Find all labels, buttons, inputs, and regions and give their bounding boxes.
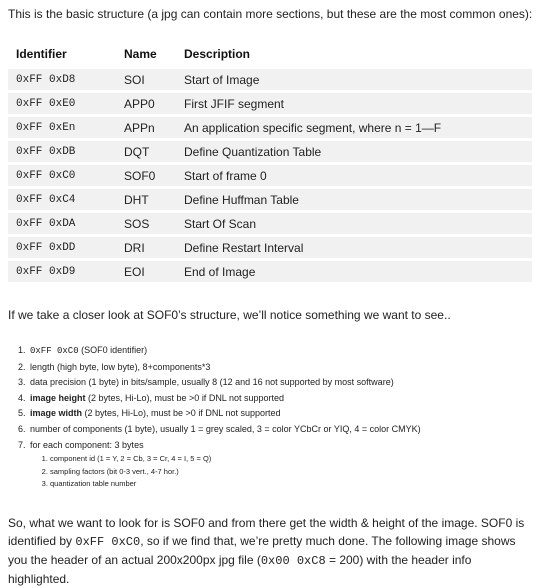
cell-identifier: 0xFF 0xDB — [8, 141, 116, 162]
cell-identifier: 0xFF 0xE0 — [8, 93, 116, 114]
cell-identifier: 0xFF 0xC4 — [8, 189, 116, 210]
list-item — [28, 391, 540, 407]
height-code-inline: 0x00 0xC8 — [260, 554, 326, 568]
table-row — [8, 69, 532, 90]
cell-name: EOI — [116, 261, 176, 282]
cell-name: DRI — [116, 237, 176, 258]
sof0-code-inline: 0xFF 0xC0 — [75, 535, 141, 549]
list-item-text: (2 bytes, Hi-Lo), must be >0 if DNL not supported — [82, 408, 281, 419]
table-row — [8, 165, 532, 186]
table-row — [8, 261, 532, 282]
sof0-field-list — [8, 343, 540, 491]
cell-name: DHT — [116, 189, 176, 210]
table-row — [8, 213, 532, 234]
sublist-item: 1. component id (1 = Y, 2 = Cb, 3 = Cr, 4 = I, 5 = Q) — [50, 453, 540, 466]
cell-identifier: 0xFF 0xD8 — [8, 69, 116, 90]
cell-identifier: 0xFF 0xD9 — [8, 261, 116, 282]
sublist-item: 3. quantization table number — [50, 478, 540, 491]
cell-description: Define Huffman Table — [176, 189, 532, 210]
cell-description: Start of Image — [176, 69, 532, 90]
table-row — [8, 141, 532, 162]
cell-identifier: 0xFF 0xDA — [8, 213, 116, 234]
cell-name: APP0 — [116, 93, 176, 114]
summary-paragraph — [8, 514, 536, 588]
table-row — [8, 117, 532, 138]
table-row — [8, 93, 532, 114]
cell-name: SOS — [116, 213, 176, 234]
cell-identifier: 0xFF 0xC0 — [8, 165, 116, 186]
sof0-identifier-code: 0xFF 0xC0 — [30, 346, 79, 356]
cell-description: An application specific segment, where n = 1—F — [176, 117, 532, 138]
component-sublist — [30, 453, 540, 491]
cell-name: APPn — [116, 117, 176, 138]
cell-description: Start of frame 0 — [176, 165, 532, 186]
summary-text: So, what we want to look for is SOF0 and from there get the width & height of the image. SOF0 is identified by — [8, 516, 525, 548]
list-item: 2. length (high byte, low byte), 8+components*3 — [28, 360, 540, 376]
summary-text: = 200) with the header info highlighted. — [8, 553, 472, 586]
list-item — [28, 406, 540, 422]
cell-description: First JFIF segment — [176, 93, 532, 114]
cell-name: SOI — [116, 69, 176, 90]
header-identifier: Identifier — [8, 43, 116, 66]
cell-description: Define Quantization Table — [176, 141, 532, 162]
cell-identifier: 0xFF 0xEn — [8, 117, 116, 138]
list-item: 3. data precision (1 byte) in bits/sample, usually 8 (12 and 16 not supported by most software) — [28, 375, 540, 391]
table-header-row — [8, 43, 532, 66]
header-description: Description — [176, 43, 532, 66]
summary-text: , so if we find that, we’re pretty much done. The following image shows you the header of an actual 200x200px jpg file ( — [8, 534, 516, 567]
jpeg-markers-table — [8, 40, 532, 285]
cell-description: End of Image — [176, 261, 532, 282]
list-item — [28, 438, 540, 491]
image-width-term: image width — [30, 408, 83, 419]
image-height-term: image height — [30, 392, 86, 403]
intro-text: This is the basic structure (a jpg can contain more sections, but these are the most common ones): — [8, 7, 533, 21]
header-name: Name — [116, 43, 176, 66]
sof0-intro-paragraph: If we take a closer look at SOF0’s structure, we’ll notice something we want to see.. — [8, 308, 451, 322]
cell-description: Define Restart Interval — [176, 237, 532, 258]
list-item-text: for each component: 3 bytes — [30, 439, 144, 450]
table-row — [8, 189, 532, 210]
list-item-text: (SOF0 identifier) — [78, 345, 148, 355]
sublist-item: 2. sampling factors (bit 0-3 vert., 4-7 hor.) — [50, 466, 540, 479]
cell-name: DQT — [116, 141, 176, 162]
list-item-text: (2 bytes, Hi-Lo), must be >0 if DNL not supported — [85, 392, 285, 403]
list-item: 6. number of components (1 byte), usually 1 = grey scaled, 3 = color YCbCr or YIQ, 4 = color CMYK) — [28, 422, 540, 438]
cell-description: Start Of Scan — [176, 213, 532, 234]
cell-identifier: 0xFF 0xDD — [8, 237, 116, 258]
table-row — [8, 237, 532, 258]
cell-name: SOF0 — [116, 165, 176, 186]
list-item — [28, 343, 540, 360]
